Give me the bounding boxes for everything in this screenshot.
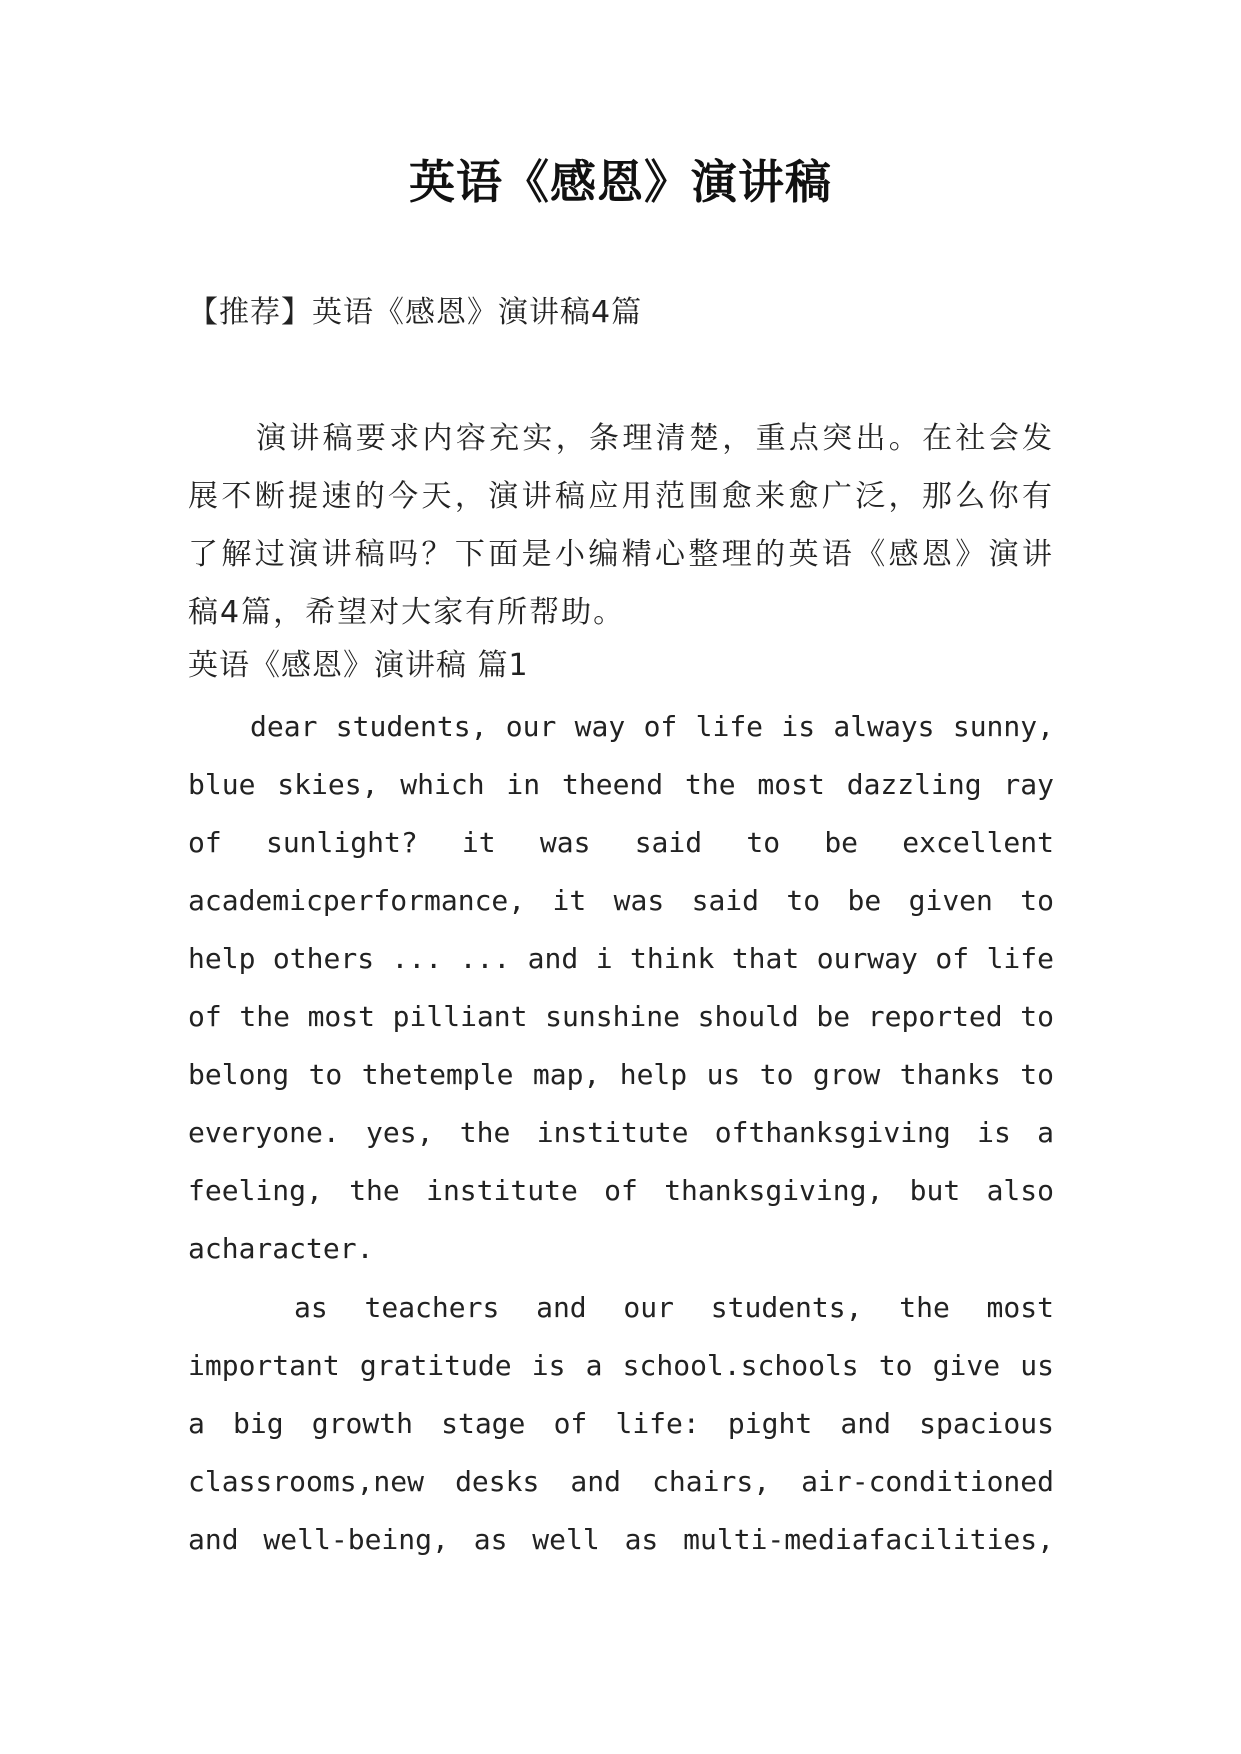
paragraph-line: classrooms,new desks and chairs, air-conditioned [188,1465,1054,1498]
paragraph-line: of the most pilliant sunshine should be reported to [188,1000,1054,1033]
paragraph-line: academicperformance, it was said to be given to [188,884,1054,917]
intro-line: 稿4篇，希望对大家有所帮助。 [188,595,626,630]
paragraph-line: as teachers and our students, the most [294,1291,1054,1324]
paragraph-1 [188,698,1054,1278]
paragraph-line: blue skies, which in theend the most dazzling ray [188,768,1054,801]
paragraph-line: everyone. yes, the institute ofthanksgiving is a [188,1116,1054,1149]
paragraph-line: feeling, the institute of thanksgiving, but also [188,1174,1054,1207]
paragraph-line: acharacter. [188,1232,374,1265]
intro-paragraph [188,410,1054,642]
intro-line: 展不断提速的今天，演讲稿应用范围愈来愈广泛，那么你有 [188,479,1054,514]
paragraph-line: help others ... ... and i think that ourway of life [188,942,1054,975]
paragraph-line: a big growth stage of life: pight and spacious [188,1407,1054,1440]
paragraph-line: belong to thetemple map, help us to grow thanks to [188,1058,1054,1091]
document-title: 英语《感恩》演讲稿 [409,155,832,209]
paragraph-line: dear students, our way of life is always sunny, [250,710,1054,743]
paragraph-line: of sunlight? it was said to be excellent [188,826,1054,859]
intro-line: 了解过演讲稿吗？下面是小编精心整理的英语《感恩》演讲 [188,537,1054,572]
paragraph-2 [188,1279,1054,1569]
section-heading: 英语《感恩》演讲稿 篇1 [188,648,529,683]
paragraph-line: and well-being, as well as multi-mediafacilities, [188,1523,1054,1556]
intro-line: 演讲稿要求内容充实，条理清楚，重点突出。在社会发 [256,421,1054,456]
paragraph-line: important gratitude is a school.schools to give us [188,1349,1054,1382]
recommend-line: 【推荐】英语《感恩》演讲稿4篇 [188,295,643,330]
